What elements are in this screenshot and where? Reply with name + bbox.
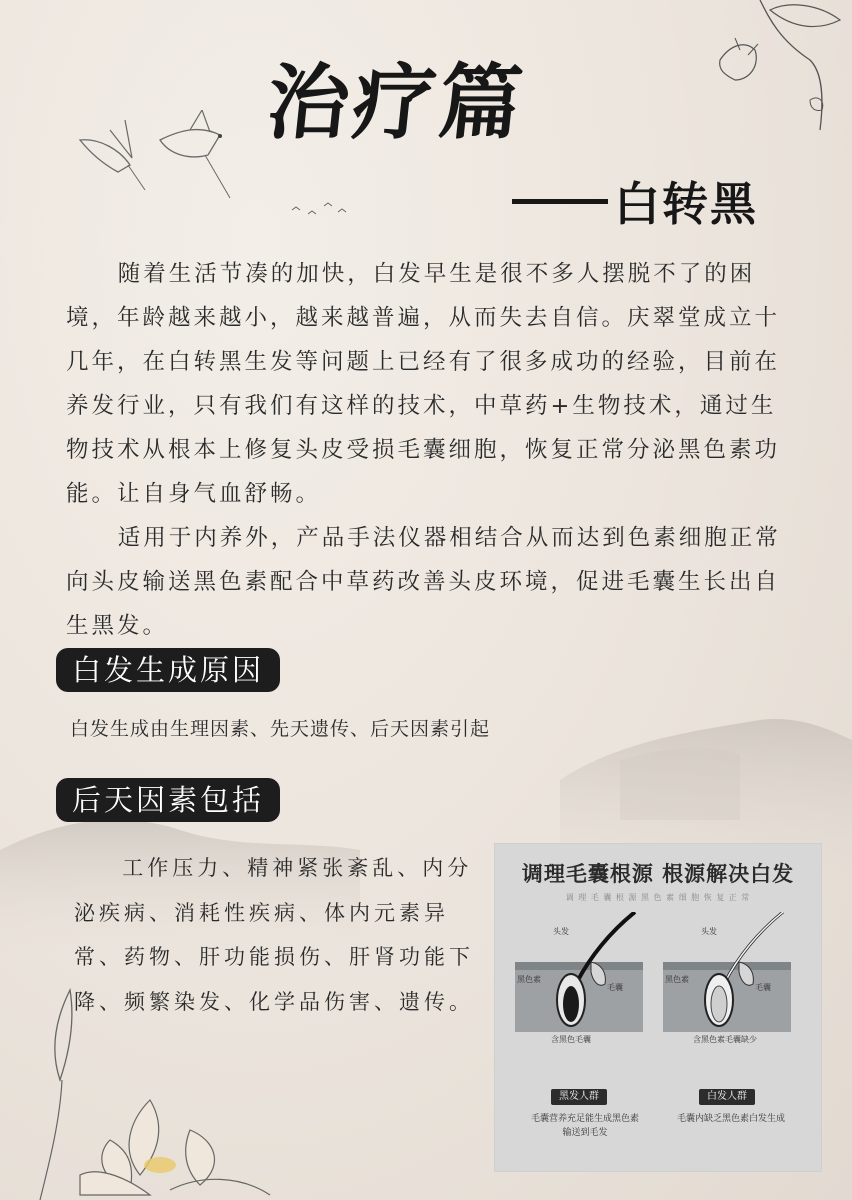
label-bottom-right: 含黑色素毛囊缺少 xyxy=(693,1035,757,1044)
page-subtitle: 白转黑 xyxy=(614,177,758,231)
flower-branch-icon xyxy=(700,0,852,140)
label-melanin-right: 黑色素 xyxy=(665,975,689,984)
label-follicle-left: 毛囊 xyxy=(607,983,623,992)
intro-paragraph-2: 适用于内养外，产品手法仪器相结合从而达到色素细胞正常向头皮输送黑色素配合中草药改善头皮环境，促进毛囊生长出自生黑发。 xyxy=(66,525,781,639)
label-hair-right: 头发 xyxy=(701,927,717,936)
black-hair-description: 毛囊营养充足能生成黑色素输送到毛发 xyxy=(530,1114,639,1138)
label-follicle-right: 毛囊 xyxy=(755,983,771,992)
subtitle-dash xyxy=(512,199,608,204)
follicle-infographic xyxy=(494,843,822,1172)
label-bottom-left: 含黑色毛囊 xyxy=(551,1035,591,1044)
small-birds-icon xyxy=(290,200,350,220)
intro-paragraph-1: 随着生活节凑的加快，白发早生是很不多人摆脱不了的困境，年龄越来越小，越来越普遍，从而失去自信。庆翠堂成立十几年，在白转黑生发等问题上已经有了很多成功的经验，目前在养发行业，只有我们有这样的技术，中草药+生物技术，通过生物技术从根本上修复头皮受损毛囊细胞，恢复正常分泌黑色素功能。让自身气血舒畅。 xyxy=(66,261,781,507)
hair-follicle-icon xyxy=(515,912,643,1032)
factors-text: 工作压力、精神紧张紊乱、内分泌疾病、消耗性疾病、体内元素异常、药物、肝功能损伤、肝肾功能下降、频繁染发、化学品伤害、遗传。 xyxy=(74,856,474,1014)
factors-heading-badge: 后天因素包括 xyxy=(56,778,280,822)
white-hair-group-tag: 白发人群 xyxy=(699,1089,755,1105)
infographic-subtitle: 调 理 毛 囊 根 源 黑 色 素 细 胞 恢 复 正 常 xyxy=(565,893,751,902)
white-hair-description: 毛囊内缺乏黑色素白发生成 xyxy=(676,1114,785,1124)
page-title: 治疗篇 xyxy=(262,55,531,151)
label-melanin-left: 黑色素 xyxy=(517,975,541,984)
cause-text: 白发生成由生理因素、先天遗传、后天因素引起 xyxy=(70,718,491,740)
subtitle-row xyxy=(512,168,758,234)
cause-heading-badge: 白发生成原因 xyxy=(56,648,280,692)
infographic-title: 调理毛囊根源 根源解决白发 xyxy=(521,862,795,886)
white-hair-follicle-diagram xyxy=(663,912,791,1044)
black-hair-group-tag: 黑发人群 xyxy=(551,1089,607,1105)
intro-section xyxy=(66,252,788,648)
label-hair-left: 头发 xyxy=(553,927,569,936)
crane-birds-icon xyxy=(70,110,240,205)
black-hair-follicle-diagram xyxy=(515,912,643,1044)
hair-follicle-icon xyxy=(663,912,791,1032)
